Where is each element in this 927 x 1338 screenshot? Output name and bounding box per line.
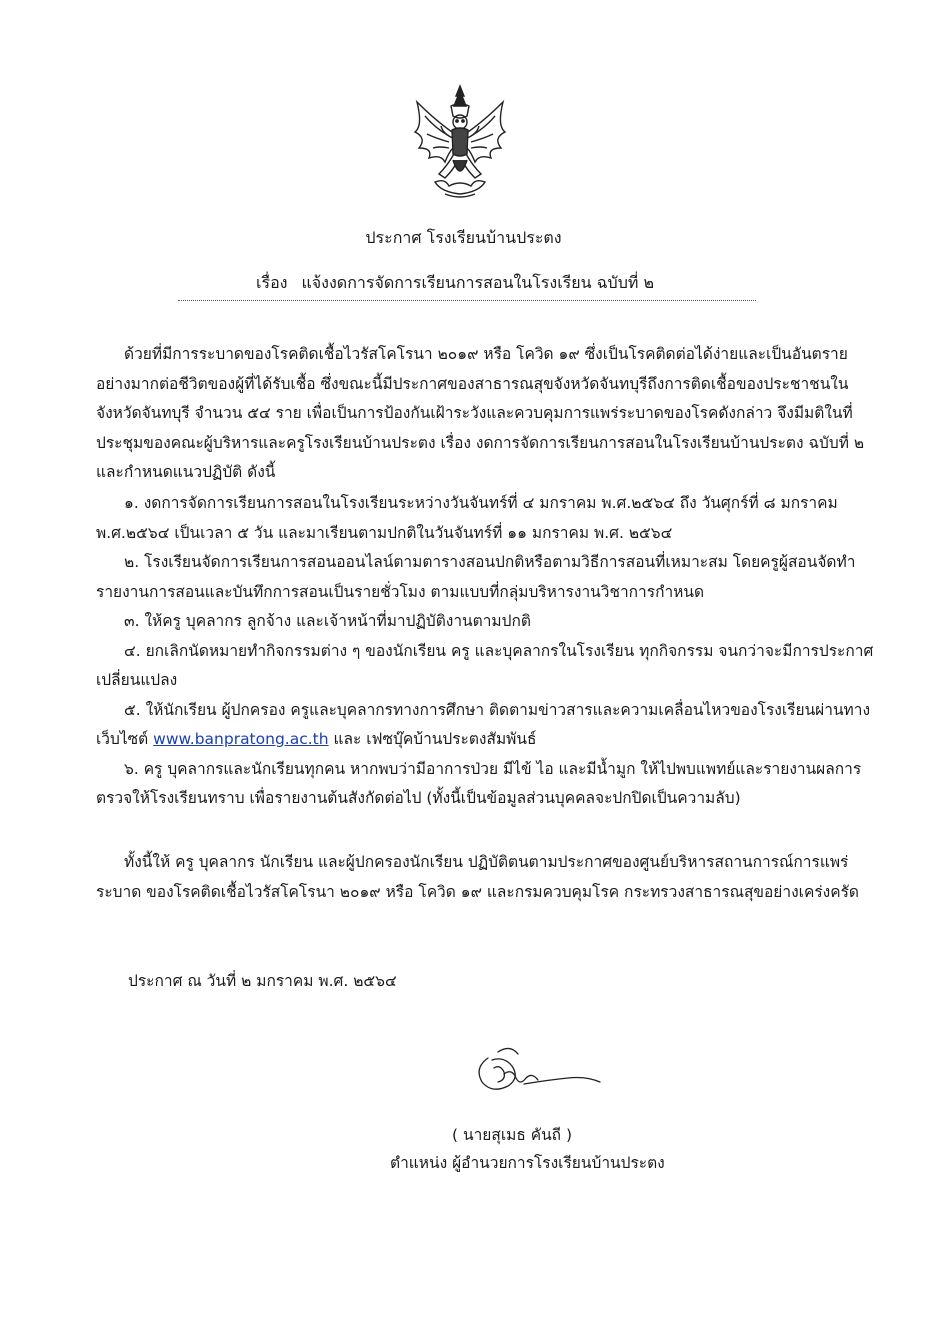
list-item: ๓. ให้ครู บุคลากร ลูกจ้าง และเจ้าหน้าที่มาปฏิบัติงานตามปกติ — [124, 612, 531, 630]
announcement-title: ประกาศ โรงเรียนบ้านประตง — [365, 228, 562, 247]
school-website-link[interactable]: www.banpratong.ac.th — [153, 730, 329, 748]
closing-text: ทั้งนี้ให้ ครู บุคลากร นักเรียน และผู้ปกครองนักเรียน ปฏิบัติตนตามประกาศของศูนย์บริหารสถานการณ์การแพร่ระบาด ของโรคติดเชื้อไวรัสโคโรนา ๒๐๑๙ หรือ โควิด ๑๙ และกรมควบคุมโรค กระทรวงสาธารณสุขอย่างเคร่งครัด — [96, 853, 859, 901]
intro-paragraph — [96, 340, 876, 488]
garuda-emblem-icon — [405, 82, 515, 202]
item5-text-after: และ เฟซบุ๊คบ้านประตงสัมพันธ์ — [328, 730, 537, 748]
guideline-list — [96, 489, 876, 814]
subject-text: แจ้งงดการจัดการเรียนการสอนในโรงเรียน ฉบับที่ ๒ — [301, 273, 655, 292]
list-item: ๑. งดการจัดการเรียนการสอนในโรงเรียนระหว่างวันจันทร์ที่ ๔ มกราคม พ.ศ.๒๕๖๔ ถึง วันศุกร์ที่ ๘ มกราคม พ.ศ.๒๕๖๔ เป็นเวลา ๕ วัน และมาเรียนตามปกติในวันจันทร์ที่ ๑๑ มกราคม พ.ศ. ๒๕๖๔ — [96, 494, 838, 542]
list-item: ๖. ครู บุคลากรและนักเรียนทุกคน หากพบว่ามีอาการป่วย มีไข้ ไอ และมีน้ำมูก ให้ไปพบแพทย์และรายงานผลการตรวจให้โรงเรียนทราบ เพื่อรายงานต้นสังกัดต่อไป (ทั้งนี้เป็นข้อมูลส่วนบุคคลจะปกปิดเป็นความลับ) — [96, 759, 862, 807]
list-item: ๒. โรงเรียนจัดการเรียนการสอนออนไลน์ตามตารางสอนปกติหรือตามวิธีการสอนที่เหมาะสม โดยครูผู้สอนจัดทำรายงานการสอนและบันทึกการสอนเป็นรายชั่วโมง ตามแบบที่กลุ่มบริหารงานวิชาการกำหนด — [96, 553, 856, 601]
subject-label: เรื่อง — [256, 273, 288, 292]
handwritten-signature — [468, 1038, 608, 1108]
list-item — [96, 696, 876, 755]
signer-position: ตำแหน่ง ผู้อำนวยการโรงเรียนบ้านประตง — [390, 1154, 665, 1172]
signer-name: ( นายสุเมธ คันถี ) — [452, 1126, 573, 1144]
intro-text: ด้วยที่มีการระบาดของโรคติดเชื้อไวรัสโคโรนา ๒๐๑๙ หรือ โควิด ๑๙ ซึ่งเป็นโรคติดต่อได้ง่ายและเป็นอันตรายอย่างมากต่อชีวิตของผู้ที่ได้รับเชื้อ ซึ่งขณะนี้มีประกาศของสาธารณสุขจังหวัดจันทบุรีถึงการติดเชื้อของประชาชนในจังหวัดจันทบุรี จำนวน ๕๔ ราย เพื่อเป็นการป้องกันเฝ้าระวังและควบคุมการแพร่ระบาดของโรคดังกล่าว จึงมีมติในที่ประชุมของคณะผู้บริหารและครูโรงเรียนบ้านประตง เรื่อง งดการจัดการเรียนการสอนในโรงเรียนบ้านประตง ฉบับที่ ๒ และกำหนดแนวปฏิบัติ ดังนี้ — [96, 345, 865, 481]
subject-line — [256, 271, 654, 296]
closing-paragraph — [96, 848, 876, 907]
announcement-date: ประกาศ ณ วันที่ ๒ มกราคม พ.ศ. ๒๕๖๔ — [128, 972, 397, 990]
list-item: ๔. ยกเลิกนัดหมายทำกิจกรรมต่าง ๆ ของนักเรียน ครู และบุคลากรในโรงเรียน ทุกกิจกรรม จนกว่าจะมีการประกาศเปลี่ยนแปลง — [96, 641, 874, 689]
dotted-divider — [178, 300, 756, 301]
item5-text-before: ๕. ให้นักเรียน ผู้ปกครอง ครูและบุคลากรทางการศึกษา ติดตามข่าวสารและความเคลื่อนไหวของโรงเรียนผ่านทางเว็บไซต์ — [96, 700, 871, 748]
